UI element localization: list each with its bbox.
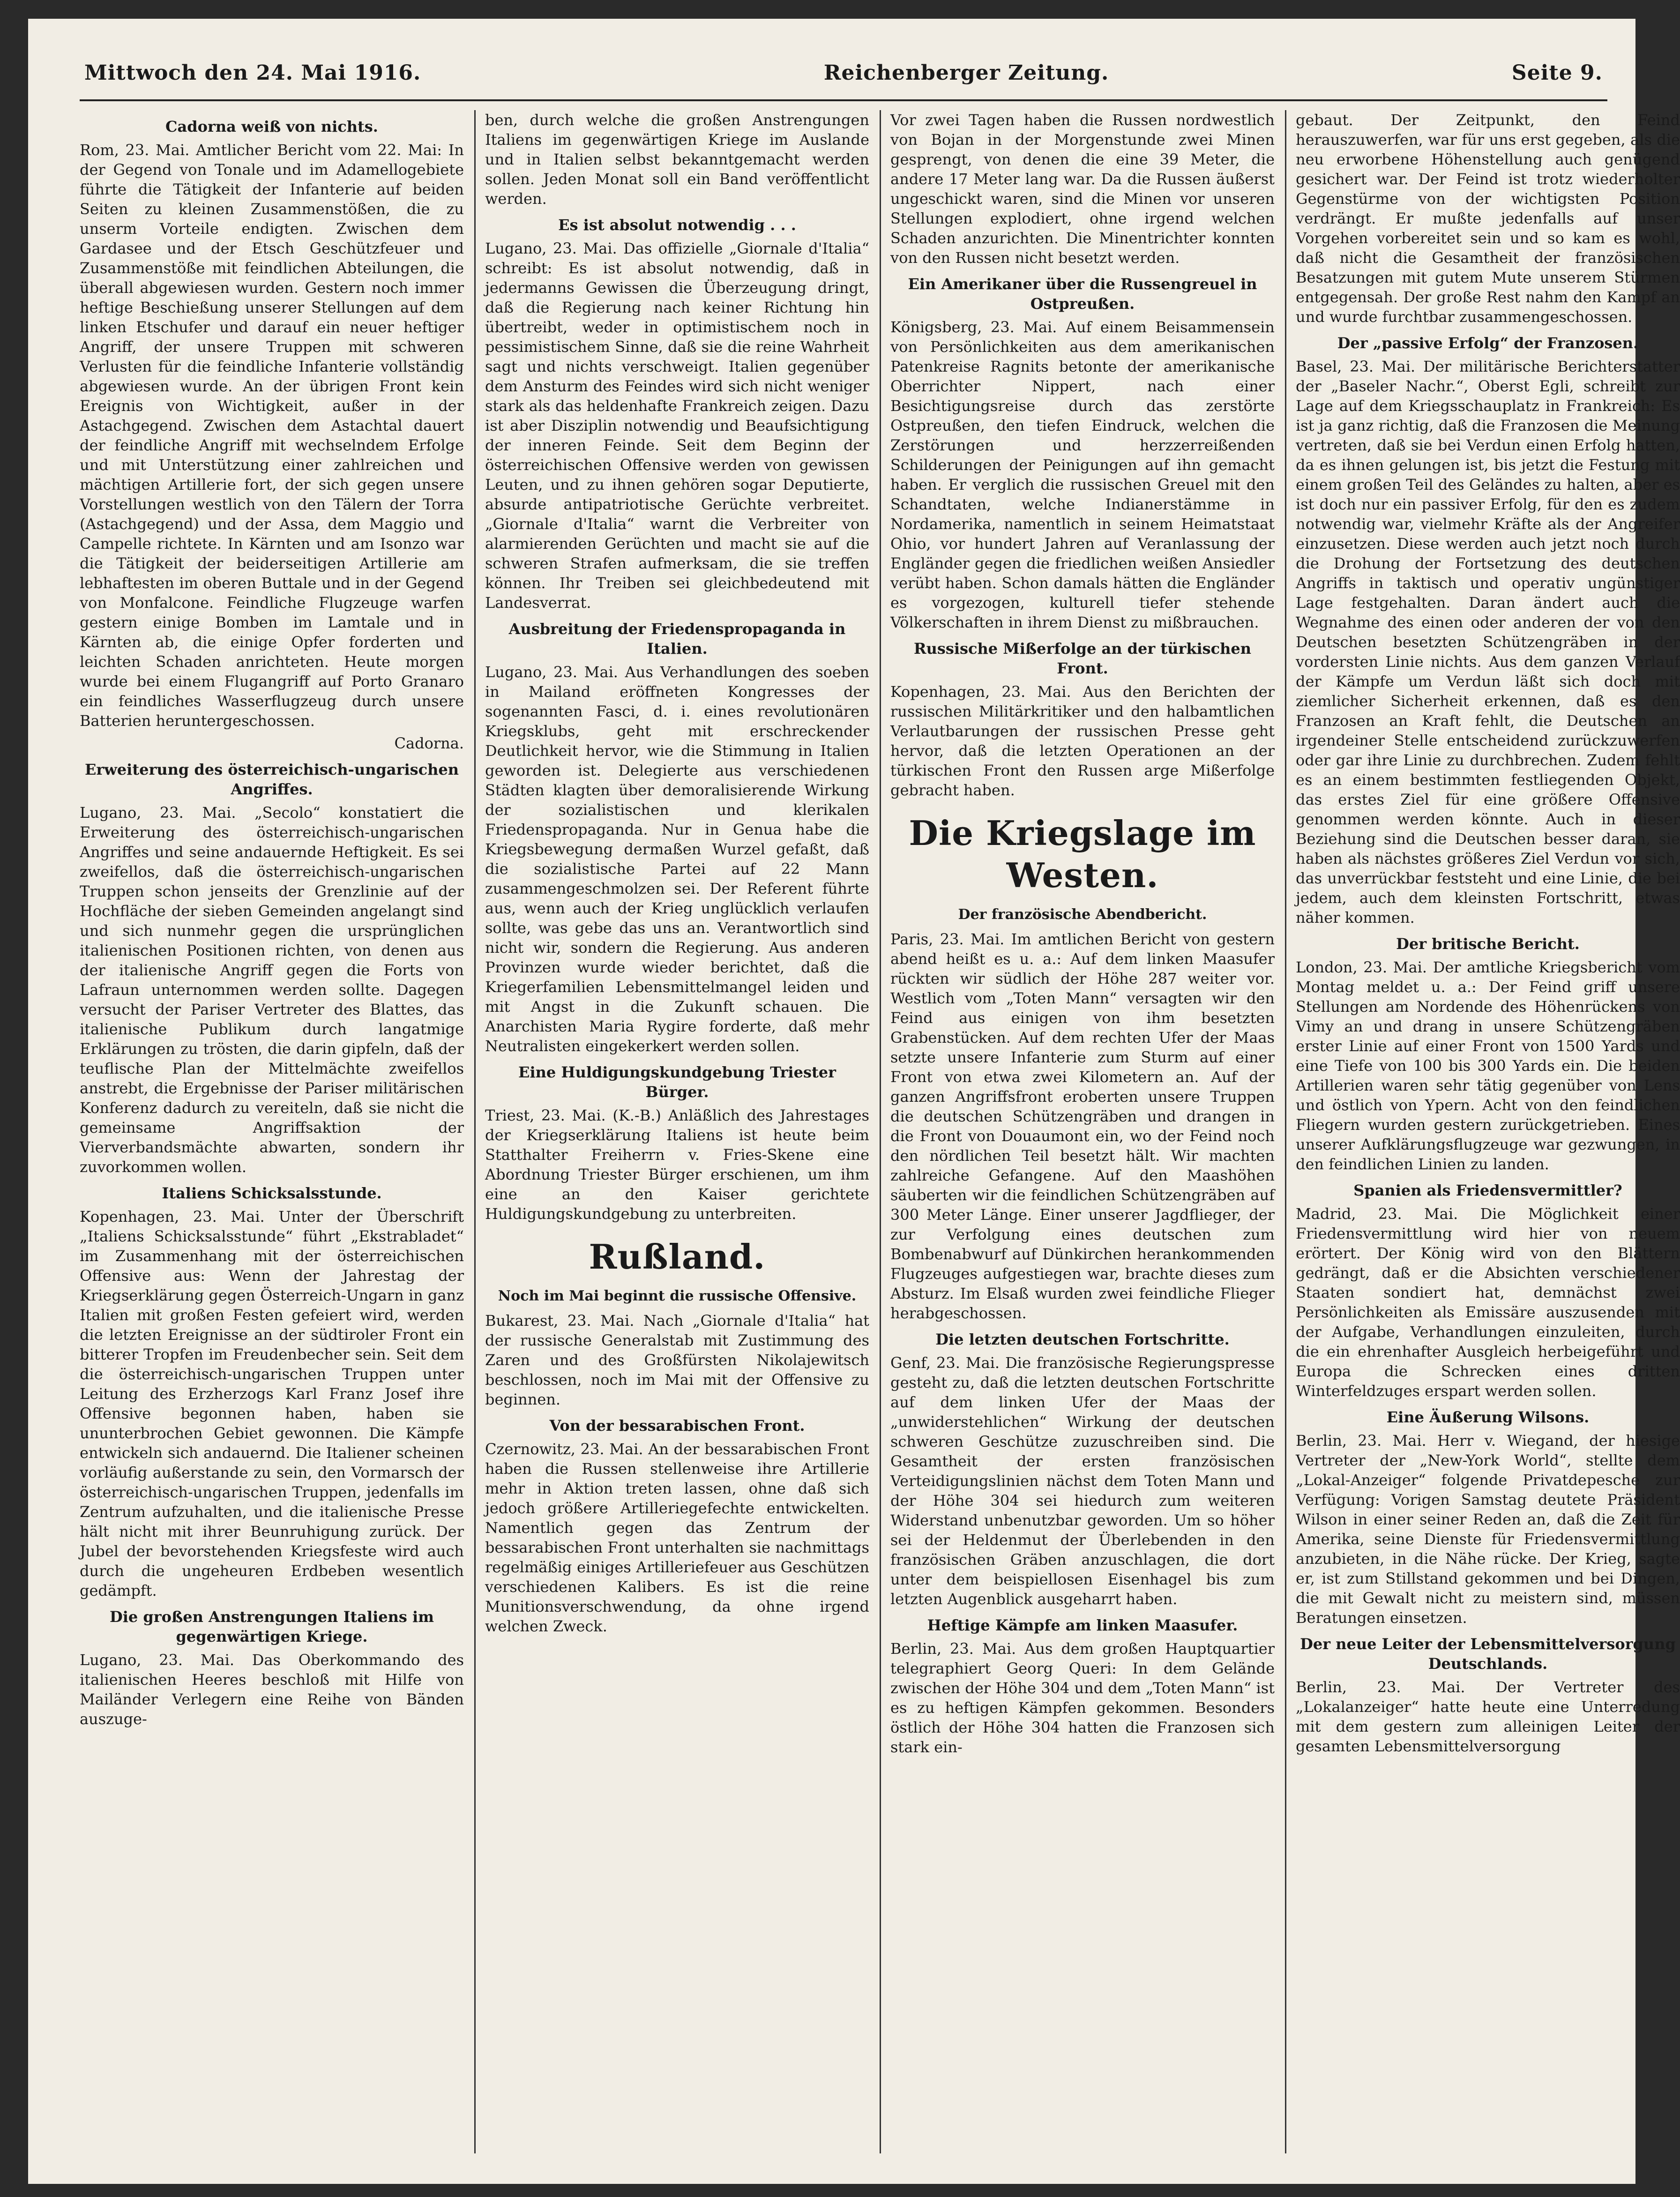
column-divider <box>880 110 881 2153</box>
article-text: Bukarest, 23. Mai. Nach „Giornale d'Italia“ hat der russische Generalstab mit Zustimmung des Zaren und des Großfürsten Nikolajewitsch beschlossen, noch im Mai mit der Offensive zu beginnen. <box>485 1312 869 1408</box>
article-heading: Cadorna weiß von nichts. <box>165 118 378 135</box>
article-text: London, 23. Mai. Der amtliche Kriegsbericht vom Montag meldet u. a.: Der Feind griff unsere Stellungen am Nordende des Höhenrückens von Vimy an und drang in unsere Schützengräben erster Linie auf einer Front von 1500 Yards und eine Tiefe von 100 bis 300 Yards ein. Die beiden Artillerien waren sehr tätig gegenüber von Lens und östlich von Ypern. Acht von den feindlichen Fliegern wurden gestern zurückgetrieben. Eines unserer Aufklärungsflugzeuge war gezwungen, in den feindlichen Linien zu landen. <box>1296 958 1680 1173</box>
article-text: Lugano, 23. Mai. „Secolo“ konstatiert die Erweiterung des österreichisch-ungarischen Angriffes und seine andauernde Heftigkeit. Es sei zweifellos, daß die österreichisch-ungarischen Truppen schon jenseits der Grenzlinie auf der Hochfläche der sieben Gemeinden angelangt sind und sich nunmehr gegen die ursprünglichen italienischen Positionen richten, von denen aus der italienische Angriff gegen die Forts von Lafraun unternommen werden sollte. Dagegen versucht der Pariser Vertreter des Blattes, das italienische Publikum durch langatmige Erklärungen zu trösten, die darin gipfeln, daß der teuflische Plan der Mittelmächte zweifellos anstrebt, die Ergebnisse der Pariser militärischen Konferenz dadurch zu vereiteln, daß sie nicht die gemeinsame Angriffsaktion der Vierverbandsmächte abwarten, sondern ihr zuvorkommen wollen. <box>80 804 464 1176</box>
article-text: Berlin, 23. Mai. Aus dem großen Hauptquartier telegraphiert Georg Queri: In dem Gelände zwischen der Höhe 304 und dem „Toten Mann“ ist es zu heftigen Kämpfen gekommen. Besonders östlich der Höhe 304 hatten die Franzosen sich stark ein- <box>890 1640 1275 1756</box>
article-text: Königsberg, 23. Mai. Auf einem Beisammensein von Persönlichkeiten aus dem amerikanischen Patenkreise Ragnits betonte der amerikanische Oberrichter Nippert, nach einer Besichtigungsreise durch das zerstörte Ostpreußen, den tiefen Eindruck, welchen die Zerstörungen und herzzerreißenden Schilderungen der Peinigungen auf ihn gemacht haben. Er verglich die russischen Greuel mit den Schandtaten, welche Indianerstämme in Nordamerika, namentlich in seinem Heimatstaat Ohio, vor hundert Jahren auf Veranlassung der Engländer gegen die friedlichen weißen Ansiedler verübt haben. Schon damals hätten die Engländer es vorgezogen, kulturell tiefer stehende Völkerschaften in ihrem Dienst zu mißbrauchen. <box>890 318 1275 631</box>
article-heading: Eine Äußerung Wilsons. <box>1386 1408 1590 1426</box>
article-heading: Ein Amerikaner über die Russengreuel in Ostpreußen. <box>908 275 1257 313</box>
article-heading: Ausbreitung der Friedenspropaganda in Italien. <box>508 620 846 658</box>
article-heading: Eine Huldigungskundgebung Triester Bürger. <box>518 1063 836 1101</box>
column-1 <box>80 110 464 2153</box>
section-heading: Rußland. <box>589 1237 766 1277</box>
article-heading: Spanien als Friedensvermittler? <box>1353 1181 1622 1199</box>
article-text: Lugano, 23. Mai. Aus Verhandlungen des soeben in Mailand eröffneten Kongresses der sogenannten Fasci, d. i. eines revolutionären Kriegsklubs, geht mit erschreckender Deutlichkeit hervor, wie die Stimmung in Italien geworden ist. Delegierte aus verschiedenen Städten klagten über demoralisierende Wirkung der sozialistischen und klerikalen Friedenspropaganda. Nur in Genua habe die Kriegsbewegung dermaßen Wurzel gefaßt, daß die sozialistische Partei auf 22 Mann zusammengeschmolzen sei. Der Referent führte aus, wenn auch der Krieg unglücklich verlaufen sollte, was gebe das uns an. Verantwortlich sind nicht wir, sondern die Regierung. Aus anderen Provinzen wurde wieder berichtet, daß die Kriegerfamilien Lebensmittelmangel leiden und mit Angst in die Zukunft schauen. Die Anarchisten Maria Rygire forderte, daß mehr Neutralisten eingekerkert werden sollen. <box>485 663 869 1055</box>
article-text: Vor zwei Tagen haben die Russen nordwestlich von Bojan in der Morgenstunde zwei Minen gesprengt, von denen die eine 39 Meter, die andere 17 Meter lang war. Da die Russen äußerst ungeschickt waren, sind die Minen vor unseren Stellungen explodiert, ohne irgend welchen Schaden anzurichten. Die Minentrichter konnten von den Russen nicht besetzt werden. <box>890 111 1275 267</box>
masthead-rule <box>80 99 1607 101</box>
article-heading: Italiens Schicksalsstunde. <box>162 1184 382 1202</box>
article-heading: Heftige Kämpfe am linken Maasufer. <box>927 1616 1238 1634</box>
article-text: gebaut. Der Zeitpunkt, den Feind herauszuwerfen, war für uns erst gegeben, als die neu erworbene Höhenstellung auch genügend gesichert war. Der Feind ist trotz wiederholter Gegenstürme von der wichtigsten Position verdrängt. Er mußte jedenfalls auf unser Vorgehen vorbereitet sein und so kam es wohl, daß nicht die Gesamtheit der französischen Besatzungen mit gutem Mute unserem Stürmen entgegensah. Der große Rest nahm den Kampf an und wurde furchtbar zusammengeschossen. <box>1296 111 1680 326</box>
article-text: Lugano, 23. Mai. Das offizielle „Giornale d'Italia“ schreibt: Es ist absolut notwendig, daß in jedermanns Gewissen die Überzeugung dringt, daß die Regierung nach keiner Richtung hin übertreibt, weder in optimistischem noch in pessimistischem Sinne, daß sie die reine Wahrheit sagt und nichts verschweigt. Italien gegenüber dem Ansturm des Feindes wird sich nicht weniger stark als das heldenhafte Frankreich zeigen. Dazu ist aber Disziplin notwendig und Beaufsichtigung der inneren Feinde. Seit dem Beginn der österreichischen Offensive werden von gewissen Leuten, und zu ihnen gehören sogar Deputierte, absurde antipatriotische Gerüchte verbreitet. „Giornale d'Italia“ warnt die Verbreiter von alarmierenden Gerüchten und macht sie auf die schweren Strafen aufmerksam, die sie treffen können. Ihr Treiben sei gleichbedeutend mit Landesverrat. <box>485 239 869 612</box>
newspaper-title: Reichenberger Zeitung. <box>823 60 1109 85</box>
column-divider <box>1285 110 1286 2153</box>
column-3 <box>890 110 1275 2153</box>
column-divider <box>474 110 476 2153</box>
signature: Cadorna. <box>394 734 464 752</box>
article-subheading: Noch im Mai beginnt die russische Offensive. <box>498 1288 857 1304</box>
newspaper-page <box>28 19 1680 2184</box>
article-text: Genf, 23. Mai. Die französische Regierungspresse gesteht zu, daß die letzten deutschen Fortschritte auf dem linken Ufer der Maas der „unwiderstehlichen“ Wirkung der deutschen schweren Geschütze zuzuschreiben sind. Die Gesamtheit der ersten französischen Verteidigungslinien nächst dem Toten Mann und der Höhe 304 sei hiedurch zum weiteren Widerstand unbenutzbar geworden. Um so höher sei der Heldenmut der Überlebenden in den französischen Gräben anzuschlagen, die dort unter dem beispiellosen Eisenhagel bis zum letzten Augenblick ausgeharrt haben. <box>890 1354 1275 1608</box>
column-4 <box>1296 110 1680 2153</box>
article-heading: Der britische Bericht. <box>1396 935 1580 953</box>
article-heading: Der neue Leiter der Lebensmittelversorgung Deutschlands. <box>1300 1635 1676 1673</box>
article-heading: Die letzten deutschen Fortschritte. <box>935 1330 1230 1348</box>
article-heading: Russische Mißerfolge an der türkischen Front. <box>913 640 1252 677</box>
article-text: Kopenhagen, 23. Mai. Aus den Berichten der russischen Militärkritiker und den halbamtlichen Verlautbarungen der russischen Presse geht hervor, daß die letzten Operationen an der türkischen Front den Russen arge Mißerfolge gebracht haben. <box>890 683 1275 799</box>
article-text: Berlin, 23. Mai. Der Vertreter des „Lokalanzeiger“ hatte heute eine Unterredung mit dem gestern zum alleinigen Leiter der gesamten Lebensmittelversorgung <box>1296 1678 1680 1755</box>
article-text: Basel, 23. Mai. Der militärische Berichterstatter der „Baseler Nachr.“, Oberst Egli, schreibt zur Lage auf dem Kriegsschauplatz in Frankreich: Es ist ja ganz richtig, daß die Franzosen die Meinung vertreten, daß sie bei Verdun einen Erfolg hatten, da es ihnen gelungen ist, bis jetzt die Festung mit einem großen Teil des Geländes zu halten, aber es ist doch nur ein passiver Erfolg, für den es zudem notwendig war, vielmehr Kräfte als der Angreifer einzusetzen. Diese werden auch jetzt noch durch die Drohung der Fortsetzung des deutschen Angriffs in taktisch und operativ ungünstiger Lage festgehalten. Daran ändert auch die Wegnahme des einen oder anderen der von den Deutschen besetzten Schützengräben in der vordersten Linie nichts. Aus dem ganzen Verlauf der Kämpfe um Verdun läßt sich doch mit ziemlicher Sicherheit erkennen, daß es den Franzosen an Kraft fehlt, die Deutschen an irgendeiner Stelle entscheidend zurückzuwerfen oder gar ihre Linie zu durchbrechen. Zudem fehlt es an einem bestimmten festliegenden Objekt, das erstes Ziel für eine größere Offensive genommen werden könnte. Auch in dieser Beziehung sind die Deutschen besser daran, sie haben als nächstes größeres Ziel Verdun vor sich, das unverrückbar feststeht und eine Linie, die bei jedem, auch dem kleinsten Fortschritt, etwas näher kommen. <box>1296 358 1680 927</box>
article-text: Madrid, 23. Mai. Die Möglichkeit einer Friedensvermittlung wird hier von neuem erörtert. Der König wird von den Blättern gedrängt, daß er die Absichten verschiedener Staaten sondiert hat, demnächst zwei Persönlichkeiten als Emissäre auszusenden mit der Aufgabe, Verhandlungen einzuleiten, durch die ein ehrenhafter Ausgleich herbeigeführt und Europa die Schrecken eines dritten Winterfeldzuges erspart werden sollen. <box>1296 1205 1680 1400</box>
article-text: Berlin, 23. Mai. Herr v. Wiegand, der hiesige Vertreter der „New-York World“, stellte dem „Lokal-Anzeiger“ folgende Privatdepesche zur Verfügung: Vorigen Samstag deutete Präsident Wilson in einer seiner Reden an, daß die Zeit für Amerika, seine Dienste für Friedensvermittlung anzubieten, in die Nähe rücke. Der Krieg, sagte er, ist zum Stillstand gekommen und bei Dingen, die mit Gewalt nicht zu meistern sind, müssen Beratungen einsetzen. <box>1296 1432 1680 1627</box>
article-subheading: Der französische Abendbericht. <box>958 906 1207 923</box>
article-text: Rom, 23. Mai. Amtlicher Bericht vom 22. Mai: In der Gegend von Tonale und im Adamellogebiete führte die Tätigkeit der Infanterie auf beiden Seiten zu kleinen Zusammenstößen, die zu unserm Vorteile endigten. Zwischen dem Gardasee und der Etsch Geschützfeuer und Zusammenstöße mit feindlichen Abteilungen, die überall abgewiesen wurden. Gestern noch immer heftige Beschießung unserer Stellungen auf dem linken Etschufer und darauf ein neuer heftiger Angriff, der unsere Truppen mit schweren Verlusten für die feindliche Infanterie vollständig abgewiesen wurde. An der übrigen Front kein Ereignis von Wichtigkeit, außer in der Astachgegend. Zwischen dem Astachtal dauert der feindliche Angriff mit wechselndem Erfolge und mit Unterstützung einer zahlreichen und mächtigen Artillerie fort, der sich gegen unsere Vorstellungen westlich von den Tälern der Torra (Astachgegend) und der Assa, dem Maggio und Campelle richtete. In Kärnten und am Isonzo war die Tätigkeit der beiderseitigen Artillerie am lebhaftesten im oberen Buttale und in der Gegend von Monfalcone. Feindliche Flugzeuge warfen gestern einige Bomben im Lamtale und in Kärnten ab, die einige Opfer forderten und leichten Schaden anrichteten. Heute morgen wurde bei einem Flugangriff auf Porto Granaro ein feindliches Wasserflugzeug durch unsere Batterien heruntergeschossen. <box>80 141 464 730</box>
page-number: Seite 9. <box>1511 60 1603 85</box>
article-heading: Es ist absolut notwendig . . . <box>558 216 796 234</box>
article-text: ben, durch welche die großen Anstrengungen Italiens im gegenwärtigen Kriege im Auslande und in Italien selbst bekanntgemacht werden sollen. Jeden Monat soll ein Band veröffentlicht werden. <box>485 111 869 208</box>
issue-date: Mittwoch den 24. Mai 1916. <box>84 60 421 85</box>
article-text: Triest, 23. Mai. (K.-B.) Anläßlich des Jahrestages der Kriegserklärung Italiens ist heute beim Statthalter Freiherrn v. Fries-Skene eine Abordnung Triester Bürger erschienen, um ihm eine an den Kaiser gerichtete Huldigungskundgebung zu unterbreiten. <box>485 1106 869 1223</box>
article-heading: Von der bessarabischen Front. <box>549 1417 805 1435</box>
article-text: Paris, 23. Mai. Im amtlichen Bericht von gestern abend heißt es u. a.: Auf dem linken Maasufer rückten wir südlich der Höhe 287 weiter vor. Westlich vom „Toten Mann“ versagten wir den Feind aus einigen von ihm besetzten Grabenstücken. Auf dem rechten Ufer der Maas setzte unsere Infanterie zum Sturm auf einer Front von etwa zwei Kilometern an. Auf der ganzen Angriffsfront eroberten unsere Truppen die deutschen Schützengräben und drangen in die Front von Douaumont ein, wo der Feind noch den nördlichen Teil besetzt hält. Wir machten zahlreiche Gefangene. Auf den Maashöhen säuberten wir die feindlichen Schützengräben auf 300 Meter Länge. Einer unserer Jagdflieger, der zur Verfolgung eines deutschen zum Bombenabwurf auf Dünkirchen herankommenden Flugzeuges aufgestiegen war, brachte dieses zum Absturz. Im Elsaß wurden zwei feindliche Flieger herabgeschossen. <box>890 930 1275 1322</box>
article-text: Czernowitz, 23. Mai. An der bessarabischen Front haben die Russen stellenweise ihre Artillerie mehr in Aktion treten lassen, ohne daß sich jedoch größere Artilleriegefechte entwickelten. Namentlich gegen das Zentrum der bessarabischen Front unterhalten sie nachmittags regelmäßig einiges Artilleriefeuer aus Geschützen verschiedenen Kalibers. Es ist die reine Munitionsverschwendung, da ohne irgend welchen Zweck. <box>485 1440 869 1635</box>
article-text: Lugano, 23. Mai. Das Oberkommando des italienischen Heeres beschloß mit Hilfe von Mailänder Verlegern eine Reihe von Bänden auszuge- <box>80 1651 464 1728</box>
article-text: Kopenhagen, 23. Mai. Unter der Überschrift „Italiens Schicksalsstunde“ führt „Ekstrabladet“ im Zusammenhang mit der österreichischen Offensive aus: Wenn der Jahrestag der Kriegserklärung gegen Österreich-Ungarn in ganz Italien mit großen Festen gefeiert wird, werden die letzten Ereignisse an der südtiroler Front ein bitterer Tropfen im Freudenbecher sein. Seit dem die österreichisch-ungarischen Truppen unter Leitung des Erzherzogs Karl Franz Josef ihre Offensive begonnen haben, haben sie ununterbrochen Gebiet gewonnen. Die Kämpfe entwickeln sich andauernd. Die Italiener scheinen vorläufig außerstande zu sein, den Vormarsch der österreichisch-ungarischen Truppen, jedenfalls im Zentrum aufzuhalten, und die italienische Presse hält nicht mit ihrer Beunruhigung zurück. Der Jubel der bevorstehenden Kriegsfeste wird auch durch die ungeheuren Erdbeben wesentlich gedämpft. <box>80 1208 464 1599</box>
article-heading: Der „passive Erfolg“ der Franzosen. <box>1337 334 1639 352</box>
article-heading: Erweiterung des österreichisch-ungarischen Angriffes. <box>85 761 459 798</box>
article-heading: Die großen Anstrengungen Italiens im gegenwärtigen Kriege. <box>109 1608 434 1645</box>
section-heading: Die Kriegslage im Westen. <box>909 813 1256 895</box>
column-2 <box>485 110 869 2153</box>
masthead <box>84 52 1603 94</box>
